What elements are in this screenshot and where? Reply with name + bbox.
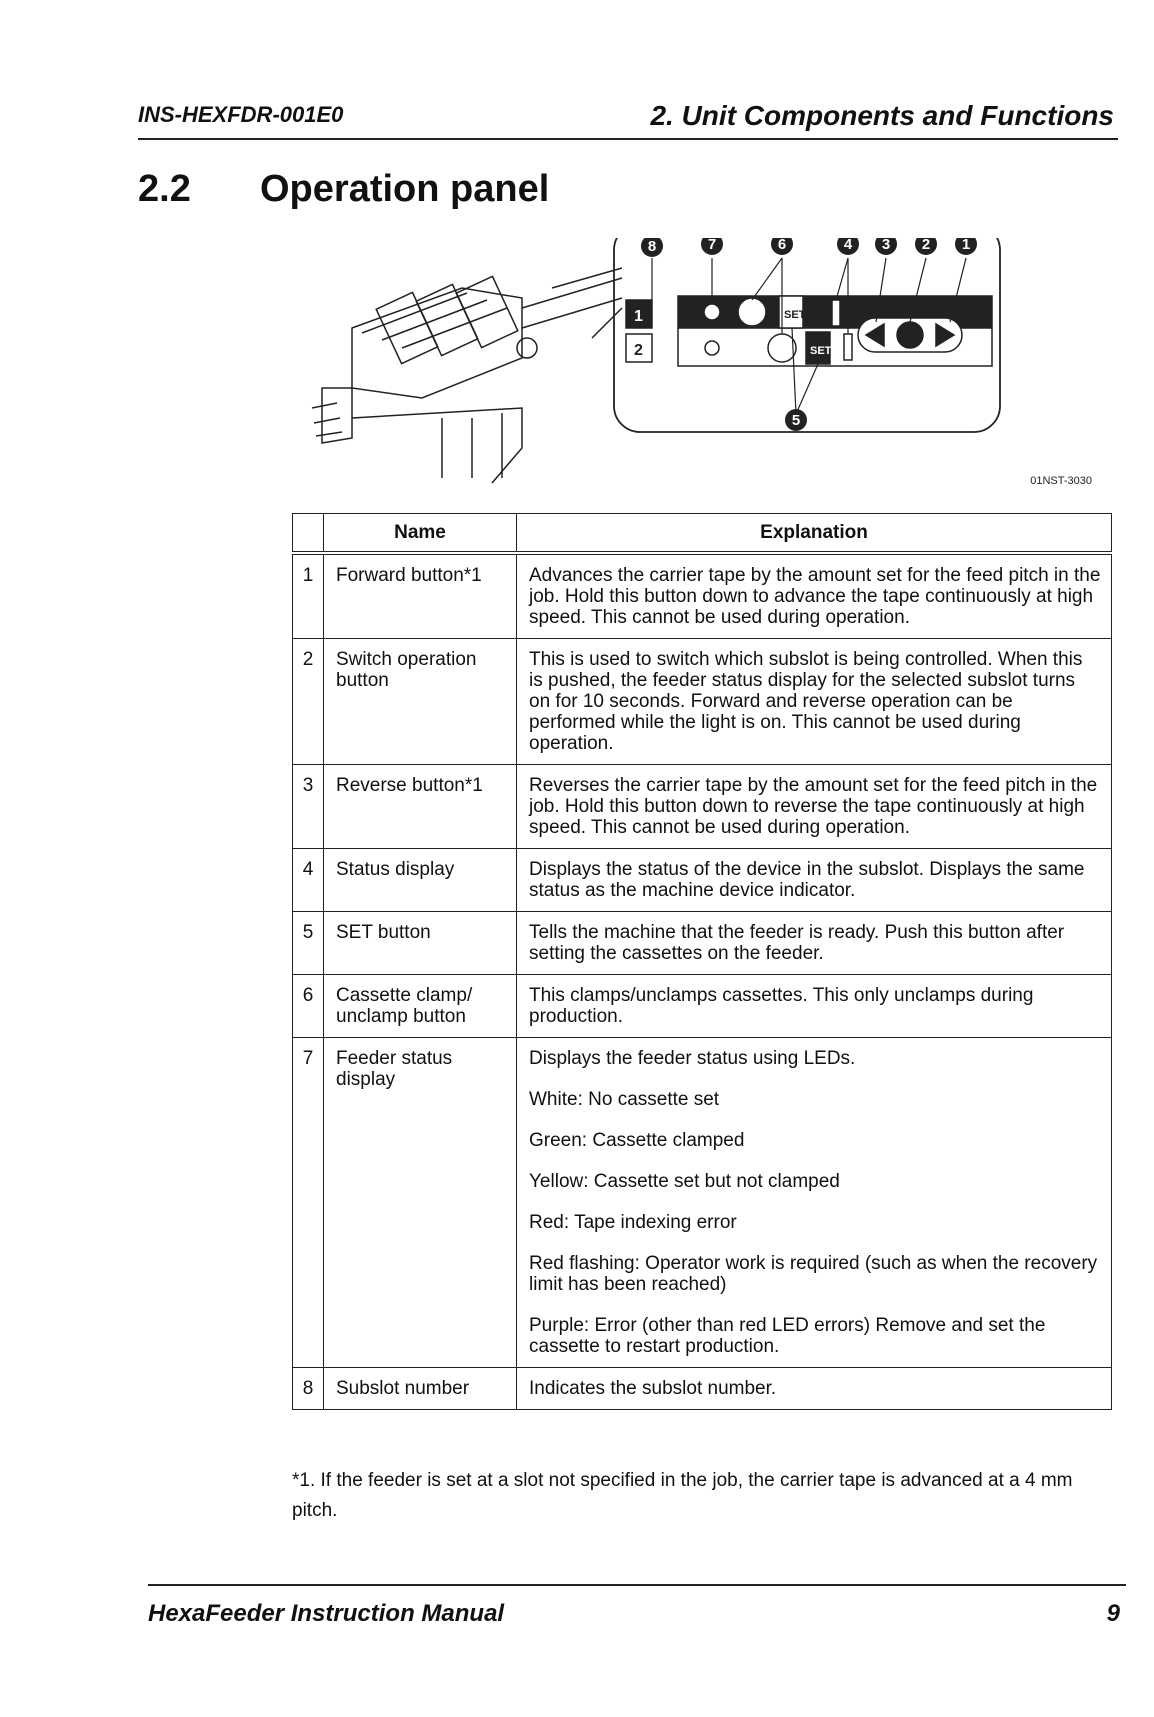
row-number: 8 <box>293 1368 324 1410</box>
table-row <box>293 1368 1112 1410</box>
operation-panel-diagram <box>292 238 1104 488</box>
row-number: 5 <box>293 912 324 975</box>
callout-5: 5 <box>791 412 801 429</box>
row-explanation: Reverses the carrier tape by the amount set for the feed pitch in the job. Hold this button down to reverse the tape continuously at high speed. This cannot be used during operation. <box>517 765 1112 849</box>
row-number: 4 <box>293 849 324 912</box>
status-yellow: Yellow: Cassette set but not clamped <box>529 1171 840 1192</box>
row-name: SET button <box>324 912 517 975</box>
section-number: 2.2 <box>138 168 191 210</box>
status-red-flashing: Red flashing: Operator work is required (such as when the recovery limit has been reached) <box>529 1253 1098 1295</box>
row-explanation: Tells the machine that the feeder is ready. Push this button after setting the cassettes on the feeder. <box>517 912 1112 975</box>
panel-front <box>626 296 992 366</box>
feeder-drawing <box>312 268 622 483</box>
row-number: 6 <box>293 975 324 1038</box>
callout-2: 2 <box>921 238 931 253</box>
section-title: Operation panel <box>260 168 550 210</box>
table-row <box>293 639 1112 765</box>
footnote: *1. If the feeder is set at a slot not specified in the job, the carrier tape is advanced at a 4 mm pitch. <box>292 1470 1073 1521</box>
row-explanation: This clamps/unclamps cassettes. This only unclamps during production. <box>517 975 1112 1038</box>
status-green: Green: Cassette clamped <box>529 1130 745 1151</box>
row-explanation: This is used to switch which subslot is being controlled. When this is pushed, the feeder status display for the selected subslot turns on for 10 seconds. Forward and reverse operation can be performed while the light is on. This cannot be used during operation. <box>517 639 1112 765</box>
row-explanation: Advances the carrier tape by the amount set for the feed pitch in the job. Hold this button down to advance the tape continuously at high speed. This cannot be used during operation. <box>517 553 1112 639</box>
callout-1: 1 <box>961 238 971 253</box>
manual-title: HexaFeeder Instruction Manual <box>148 1600 505 1627</box>
table-row <box>293 975 1112 1038</box>
col-name-header: Name <box>324 514 517 554</box>
col-explanation-header: Explanation <box>517 514 1112 554</box>
chapter-title: 2. Unit Components and Functions <box>650 100 1114 131</box>
row-name: Forward button*1 <box>324 553 517 639</box>
table-row <box>293 553 1112 639</box>
set-label-bottom: SET <box>810 345 832 357</box>
row-number: 1 <box>293 553 324 639</box>
callout-8: 8 <box>647 238 657 255</box>
row-name: Status display <box>324 849 517 912</box>
subslot-1-label: 1 <box>634 308 643 325</box>
page-number: 9 <box>1106 1600 1120 1627</box>
table-header-row <box>293 514 1112 554</box>
status-red: Red: Tape indexing error <box>529 1212 737 1233</box>
table-row <box>293 849 1112 912</box>
page-header <box>138 98 1118 140</box>
row-number: 2 <box>293 639 324 765</box>
callout-7: 7 <box>707 238 717 253</box>
row-number: 7 <box>293 1038 324 1368</box>
subslot-2-label: 2 <box>634 342 643 359</box>
row-name: Switch operation button <box>324 639 517 765</box>
table-row <box>293 912 1112 975</box>
row-explanation: Indicates the subslot number. <box>517 1368 1112 1410</box>
row-name: Reverse button*1 <box>324 765 517 849</box>
row-explanation <box>517 1038 1112 1368</box>
status-white: White: No cassette set <box>529 1089 720 1110</box>
operation-panel-figure <box>292 238 1104 488</box>
status-purple: Purple: Error (other than red LED errors) Remove and set the cassette to restart production. <box>529 1315 1046 1357</box>
callout-6: 6 <box>777 238 787 253</box>
table-row <box>293 1038 1112 1368</box>
page-footer <box>148 1584 1126 1626</box>
status-intro: Displays the feeder status using LEDs. <box>529 1048 856 1069</box>
document-id: INS-HEXFDR-001E0 <box>138 102 344 127</box>
row-name: Cassette clamp/ unclamp button <box>324 975 517 1038</box>
callout-4: 4 <box>843 238 853 253</box>
callout-3: 3 <box>881 238 891 253</box>
figure-code: 01NST-3030 <box>1030 475 1092 487</box>
row-explanation: Displays the status of the device in the subslot. Displays the same status as the machine device indicator. <box>517 849 1112 912</box>
row-name: Feeder status display <box>324 1038 517 1368</box>
row-name: Subslot number <box>324 1368 517 1410</box>
components-table <box>292 513 1112 1410</box>
row-number: 3 <box>293 765 324 849</box>
col-number-header <box>293 514 324 554</box>
set-label-top: SET <box>784 309 806 321</box>
table-row <box>293 765 1112 849</box>
